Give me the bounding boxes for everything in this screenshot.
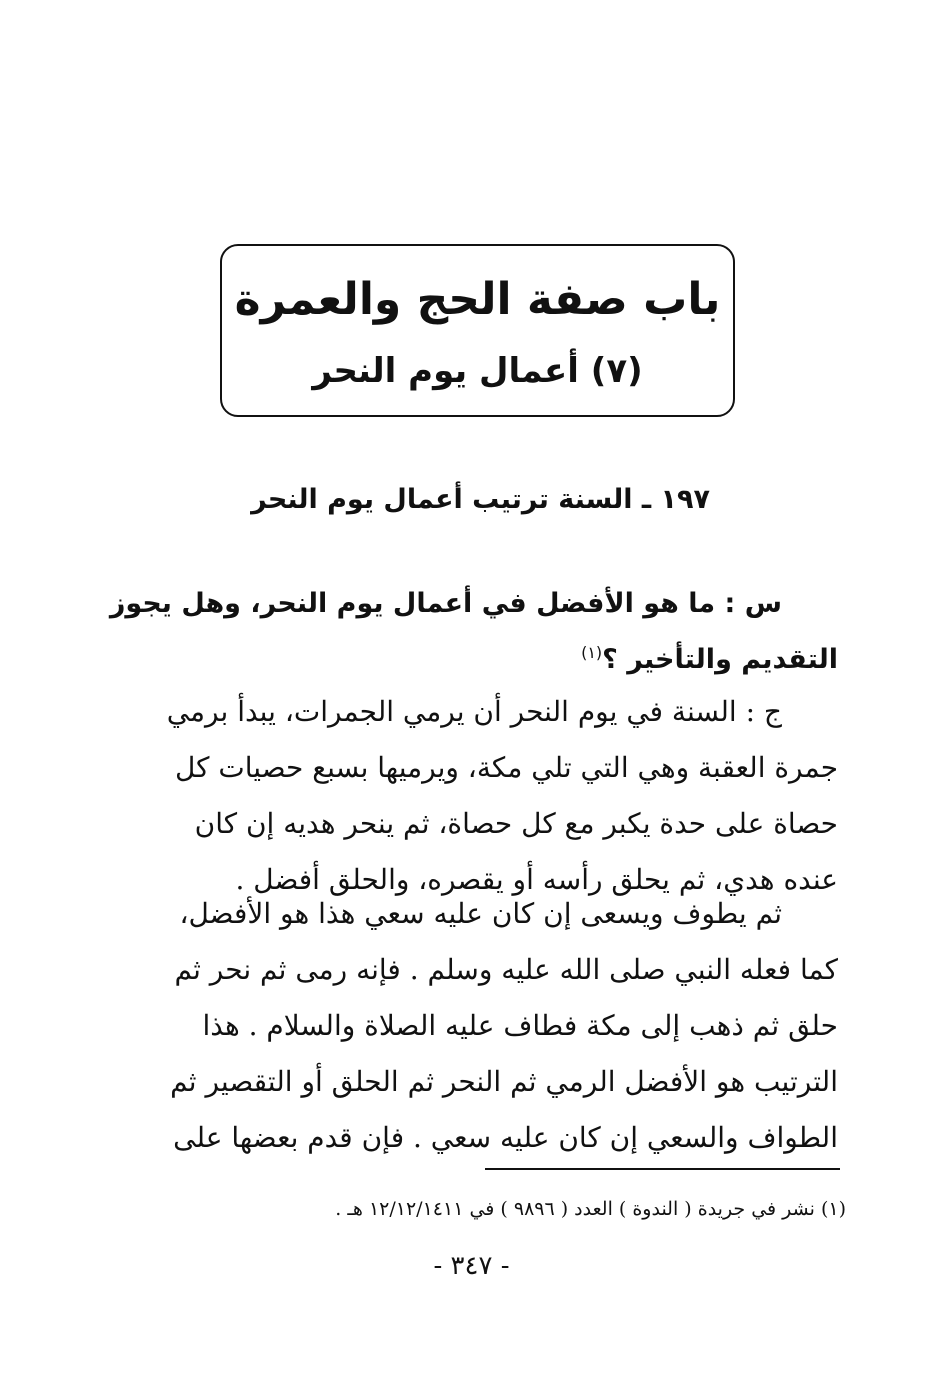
footnote-marker[interactable]: (١) [581, 643, 603, 662]
footnote: (١) نشر في جريدة ( الندوة ) العدد ( ٩٨٩٦ ) في ١٢/١٢/١٤١١ هـ . [335, 1198, 846, 1220]
footnote-divider [485, 1168, 840, 1170]
answer-line-2: جمرة العقبة وهي التي تلي مكة، ويرميها بسبع حصيات كل [174, 751, 838, 784]
chapter-subtitle: (٧) أعمال يوم النحر [312, 351, 643, 391]
answer-line-3: حصاة على حدة يكبر مع كل حصاة، ثم ينحر هديه إن كان [194, 807, 838, 840]
paragraph2-line-5: الطواف والسعي إن كان عليه سعي . فإن قدم بعضها على [173, 1121, 838, 1154]
question-paragraph [109, 576, 838, 688]
answer-paragraph [128, 684, 838, 908]
question-line-2 [128, 632, 838, 688]
answer-line-4: عنده هدي، ثم يحلق رأسه أو يقصره، والحلق أفضل . [235, 863, 838, 896]
chapter-title: باب صفة الحج والعمرة [234, 274, 721, 325]
paragraph2-line-2: كما فعله النبي صلى الله عليه وسلم . فإنه رمى ثم نحر ثم [174, 953, 838, 986]
paragraph2-line-1: ثم يطوف ويسعى إن كان عليه سعي هذا هو الأفضل، [179, 897, 782, 930]
page-number: - ٣٤٧ - [433, 1251, 510, 1281]
answer-line-1: ج : السنة في يوم النحر أن يرمي الجمرات، يبدأ برمي [166, 695, 782, 728]
chapter-title-box [220, 244, 735, 417]
paragraph2-line-4: الترتيب هو الأفضل الرمي ثم النحر ثم الحلق أو التقصير ثم [170, 1065, 838, 1098]
question-line-2-text: التقديم والتأخير ؟ [602, 644, 838, 675]
paragraph2-line-3: حلق ثم ذهب إلى مكة فطاف عليه الصلاة والسلام . هذا [202, 1009, 838, 1042]
question-line-1: س : ما هو الأفضل في أعمال يوم النحر، وهل يجوز [109, 588, 782, 619]
section-heading: ١٩٧ ـ السنة ترتيب أعمال يوم النحر [251, 484, 710, 515]
body-paragraph-2 [128, 886, 838, 1166]
